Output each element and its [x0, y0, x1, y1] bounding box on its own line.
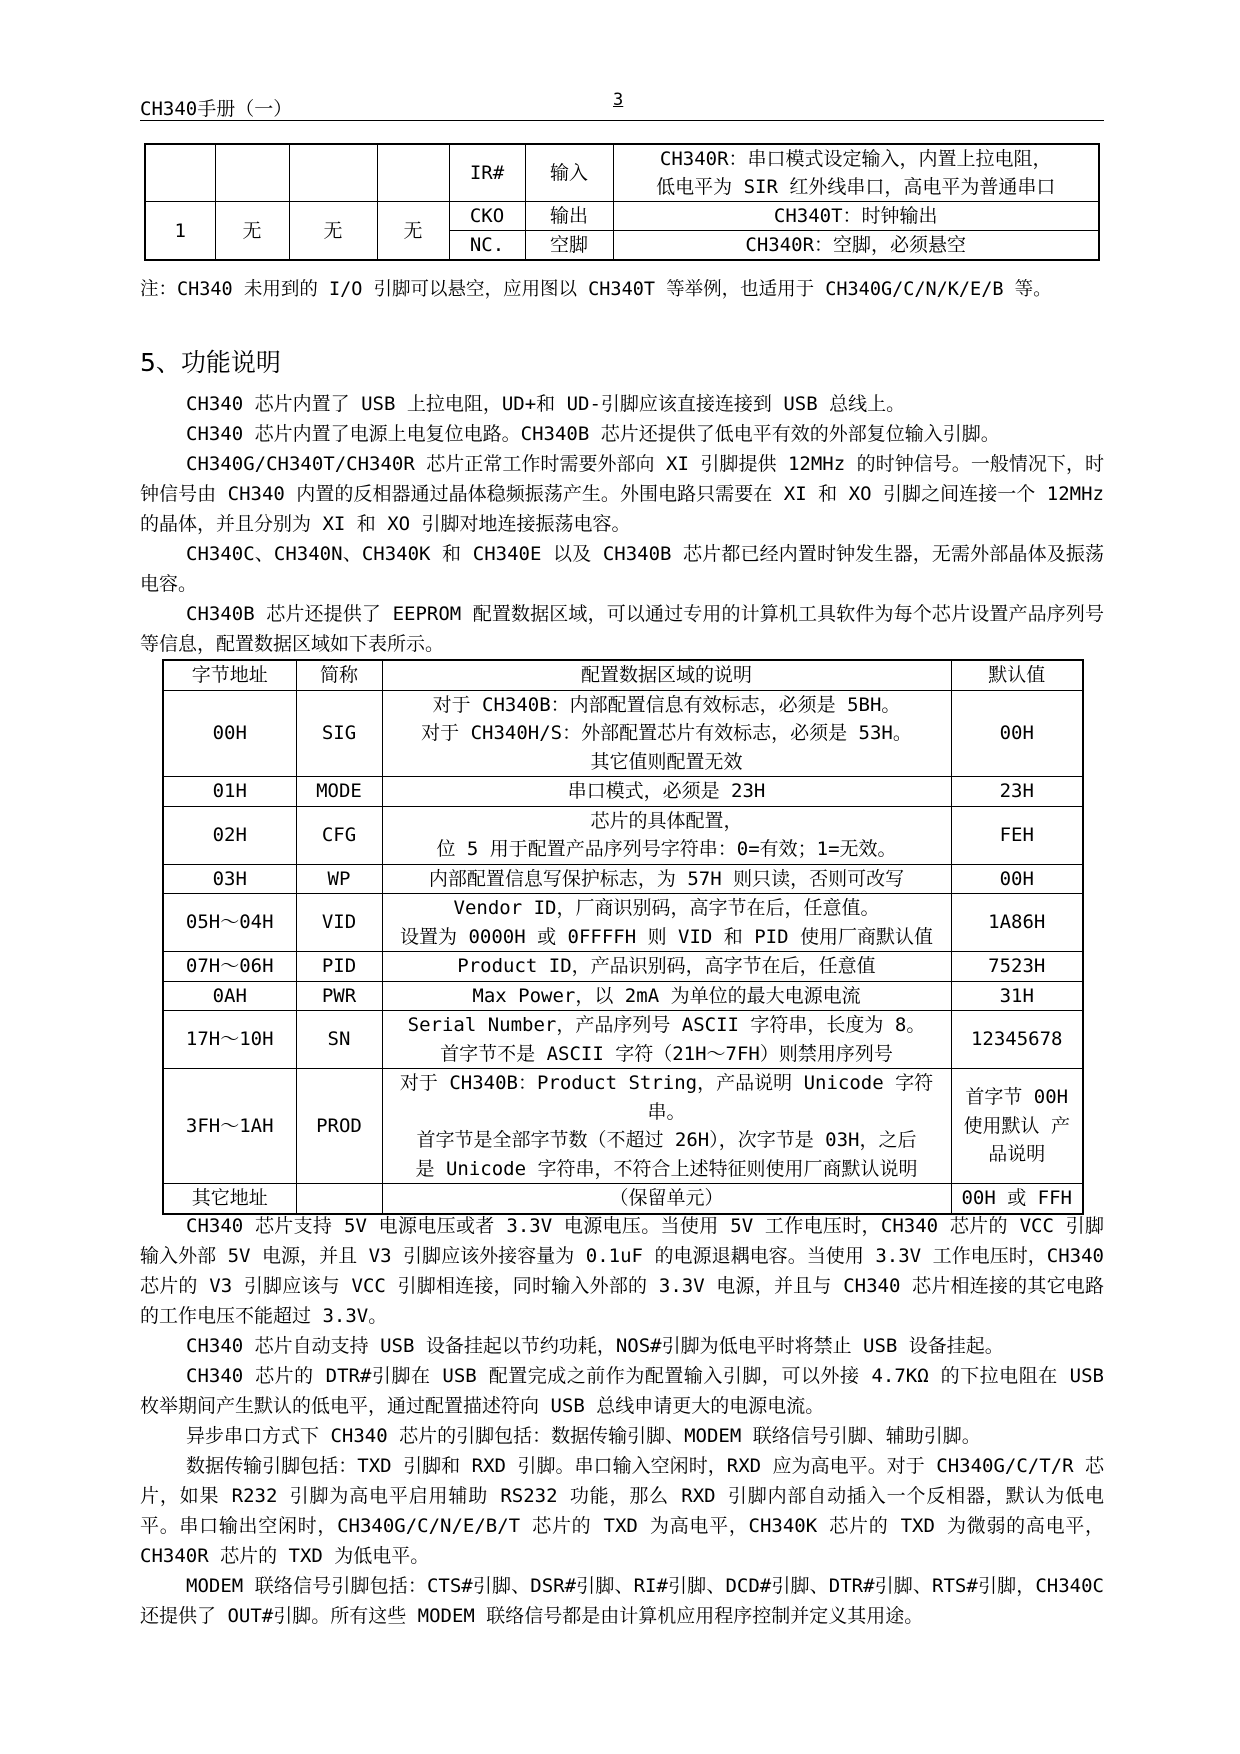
- column-header: 默认值: [951, 660, 1083, 690]
- table-row: [163, 1184, 1083, 1214]
- abbrev-cell: VID: [296, 894, 382, 952]
- table-note: 注：CH340 未用到的 I/O 引脚可以悬空，应用图以 CH340T 等举例，也适用于 CH340G/C/N/K/E/B 等。: [140, 279, 1052, 300]
- paragraph-text: CH340B 芯片还提供了 EEPROM 配置数据区域，可以通过专用的计算机工具软件为每个芯片设置产品序列号等信息，配置数据区域如下表所示。: [140, 603, 1104, 655]
- paragraph-text: 数据传输引脚包括：TXD 引脚和 RXD 引脚。串口输入空闲时，RXD 应为高电平。对于 CH340G/C/T/R 芯片，如果 R232 引脚为高电平启用辅助 RS232 功能，那么 RXD 引脚内部自动插入一个反相器，默认为低电平。串口输出空闲时，CH340G/C/N/E/B/T 芯片的 TXD 为高电平，CH340K 芯片的 TXD 为微弱的高电平，CH340R 芯片的 TXD 为低电平。: [140, 1455, 1104, 1567]
- table-row: [163, 1011, 1083, 1069]
- address-cell: 05H～04H: [163, 894, 296, 952]
- default-cell: 1A86H: [951, 894, 1083, 952]
- description-cell: [382, 1184, 951, 1214]
- paragraph-text: CH340 芯片内置了 USB 上拉电阻，UD+和 UD-引脚应该直接连接到 USB 总线上。: [186, 393, 906, 415]
- abbrev-cell: WP: [296, 864, 382, 894]
- paragraph-text: 异步串口方式下 CH340 芯片的引脚包括：数据传输引脚、MODEM 联络信号引脚、辅助引脚。: [186, 1425, 981, 1447]
- abbrev-cell: PID: [296, 952, 382, 982]
- default-cell: FEH: [951, 806, 1083, 864]
- address-cell: 00H: [163, 690, 296, 777]
- default-cell: 23H: [951, 777, 1083, 807]
- pin-name-cell: CKO: [449, 202, 525, 231]
- table-row: [163, 894, 1083, 952]
- default-cell: 00H: [951, 864, 1083, 894]
- table-row: [163, 952, 1083, 982]
- description-cell: [382, 1069, 951, 1184]
- table-cell: [215, 144, 289, 202]
- pin-name-cell: IR#: [449, 144, 525, 202]
- table-row: [163, 777, 1083, 807]
- section-heading: 5、功能说明: [140, 348, 281, 377]
- table-cell: [145, 144, 215, 202]
- column-header: 配置数据区域的说明: [382, 660, 951, 690]
- abbrev-cell: SN: [296, 1011, 382, 1069]
- paragraph: [140, 449, 1104, 539]
- paragraph: [140, 1211, 1104, 1331]
- description-line: 其它值则配置无效: [590, 750, 743, 773]
- description-cell: [382, 894, 951, 952]
- table-row: [163, 864, 1083, 894]
- abbrev-cell: PROD: [296, 1069, 382, 1184]
- description-cell: [382, 952, 951, 982]
- description-cell: [382, 806, 951, 864]
- paragraph-text: CH340 芯片内置了电源上电复位电路。CH340B 芯片还提供了低电平有效的外部复位输入引脚。: [186, 423, 1000, 445]
- description-line: 设置为 0000H 或 0FFFFH 则 VID 和 PID 使用厂商默认值: [400, 925, 933, 948]
- table-header-row: [163, 660, 1083, 690]
- desc-line: CH340R：串口模式设定输入，内置上拉电阻，: [659, 148, 1052, 170]
- paragraph-text: CH340 芯片的 DTR#引脚在 USB 配置完成之前作为配置输入引脚，可以外接 4.7KΩ 的下拉电阻在 USB 枚举期间产生默认的低电平，通过配置描述符向 USB 总线申请更大的电源电流。: [140, 1365, 1104, 1417]
- description-line: 对于 CH340B：Product String，产品说明 Unicode 字符串。: [399, 1072, 934, 1123]
- page-number: 3: [613, 90, 624, 110]
- default-cell: 00H: [951, 690, 1083, 777]
- table-row: [163, 690, 1083, 777]
- address-cell: 其它地址: [163, 1184, 296, 1214]
- abbrev-cell: CFG: [296, 806, 382, 864]
- description-line: 首字节是全部字节数（不超过 26H），次字节是 03H，之后: [416, 1129, 917, 1151]
- table-row: [163, 1069, 1083, 1184]
- header-rule: [140, 120, 1104, 121]
- pin-package-cell: 无: [215, 202, 289, 261]
- table-cell: [377, 144, 449, 202]
- description-line: 首字节不是 ASCII 字符（21H～7FH）则禁用序列号: [440, 1042, 893, 1065]
- description-line: Vendor ID，厂商识别码，高字节在后，任意值。: [453, 897, 880, 919]
- description-line: 是 Unicode 字符串，不符合上述特征则使用厂商默认说明: [415, 1157, 918, 1180]
- desc-line: 低电平为 SIR 红外线串口，高电平为普通串口: [656, 176, 1056, 198]
- description-line: 位 5 用于配置产品序列号字符串：0=有效；1=无效。: [436, 838, 897, 860]
- default-cell: 7523H: [951, 952, 1083, 982]
- table-row: [163, 981, 1083, 1011]
- default-cell: 12345678: [951, 1011, 1083, 1069]
- column-header: 简称: [296, 660, 382, 690]
- pin-desc-cell: CH340T：时钟输出: [613, 202, 1099, 231]
- pin-table: [144, 143, 1100, 261]
- pin-type-cell: 输出: [525, 202, 613, 231]
- description-line: Serial Number，产品序列号 ASCII 字符串，长度为 8。: [407, 1014, 926, 1036]
- address-cell: 3FH～1AH: [163, 1069, 296, 1184]
- pin-type-cell: 输入: [525, 144, 613, 202]
- description-line: 对于 CH340B：内部配置信息有效标志，必须是 5BH。: [432, 693, 901, 716]
- table-row: [163, 806, 1083, 864]
- paragraph: [140, 1331, 1104, 1361]
- paragraph: [140, 1451, 1104, 1571]
- abbrev-cell: PWR: [296, 981, 382, 1011]
- config-data-table: [162, 659, 1084, 1215]
- pin-desc-cell: [613, 144, 1099, 202]
- pin-package-cell: 无: [289, 202, 377, 261]
- config-table-body: [163, 690, 1083, 1214]
- paragraph: [140, 1361, 1104, 1421]
- abbrev-cell: SIG: [296, 690, 382, 777]
- address-cell: 07H～06H: [163, 952, 296, 982]
- pin-desc-cell: CH340R：空脚，必须悬空: [613, 231, 1099, 261]
- address-cell: 01H: [163, 777, 296, 807]
- paragraph: [140, 419, 1104, 449]
- paragraph-text: CH340G/CH340T/CH340R 芯片正常工作时需要外部向 XI 引脚提供 12MHz 的时钟信号。一般情况下，时钟信号由 CH340 内置的反相器通过晶体稳频振荡产生。外围电路只需要在 XI 和 XO 引脚之间连接一个 12MHz 的晶体，并且分别为 XI 和 XO 引脚对地连接振荡电容。: [140, 453, 1104, 535]
- default-cell: 00H 或 FFH: [951, 1184, 1083, 1214]
- paragraph: [140, 1571, 1104, 1631]
- address-cell: 03H: [163, 864, 296, 894]
- abbrev-cell: [296, 1184, 382, 1214]
- paragraph-text: CH340 芯片自动支持 USB 设备挂起以节约功耗，NOS#引脚为低电平时将禁止 USB 设备挂起。: [186, 1335, 1004, 1357]
- address-cell: 0AH: [163, 981, 296, 1011]
- paragraph-text: MODEM 联络信号引脚包括：CTS#引脚、DSR#引脚、RI#引脚、DCD#引脚、DTR#引脚、RTS#引脚，CH340C 还提供了 OUT#引脚。所有这些 MODEM 联络信号都是由计算机应用程序控制并定义其用途。: [140, 1575, 1104, 1627]
- description-line: Max Power，以 2mA 为单位的最大电源电流: [472, 984, 861, 1007]
- default-cell: 31H: [951, 981, 1083, 1011]
- table-row: [145, 144, 1099, 202]
- pin-type-cell: 空脚: [525, 231, 613, 261]
- pin-name-cell: NC.: [449, 231, 525, 261]
- default-cell: 首字节 00H 使用默认 产品说明: [951, 1069, 1083, 1184]
- page-header-title: CH340手册（一）: [140, 98, 293, 120]
- description-cell: [382, 981, 951, 1011]
- paragraph-text: CH340 芯片支持 5V 电源电压或者 3.3V 电源电压。当使用 5V 工作电压时，CH340 芯片的 VCC 引脚输入外部 5V 电源，并且 V3 引脚应该外接容量为 0.1uF 的电源退耦电容。当使用 3.3V 工作电压时，CH340 芯片的 V3 引脚应该与 VCC 引脚相连接，同时输入外部的 3.3V 电源，并且与 CH340 芯片相连接的其它电路的工作电压不能超过 3.3V。: [140, 1215, 1104, 1327]
- pin-package-cell: 无: [377, 202, 449, 261]
- paragraph: [140, 599, 1104, 659]
- paragraph: [140, 1421, 1104, 1451]
- description-line: 内部配置信息写保护标志，为 57H 则只读，否则可改写: [428, 867, 905, 890]
- description-cell: [382, 864, 951, 894]
- description-line: 对于 CH340H/S：外部配置芯片有效标志，必须是 53H。: [421, 722, 912, 744]
- description-line: 串口模式，必须是 23H: [567, 780, 766, 802]
- column-header: 字节地址: [163, 660, 296, 690]
- paragraph-text: CH340C、CH340N、CH340K 和 CH340E 以及 CH340B 芯片都已经内置时钟发生器，无需外部晶体及振荡电容。: [140, 543, 1104, 595]
- description-line: Product ID，产品识别码，高字节在后，任意值: [457, 955, 876, 977]
- description-cell: [382, 1011, 951, 1069]
- abbrev-cell: MODE: [296, 777, 382, 807]
- pin-number-cell: 1: [145, 202, 215, 261]
- description-cell: [382, 690, 951, 777]
- description-line: （保留单元）: [609, 1187, 724, 1209]
- address-cell: 17H～10H: [163, 1011, 296, 1069]
- paragraph: [140, 389, 1104, 419]
- description-cell: [382, 777, 951, 807]
- paragraph: [140, 539, 1104, 599]
- description-line: 芯片的具体配置，: [590, 809, 743, 832]
- table-row: [145, 202, 1099, 231]
- table-cell: [289, 144, 377, 202]
- address-cell: 02H: [163, 806, 296, 864]
